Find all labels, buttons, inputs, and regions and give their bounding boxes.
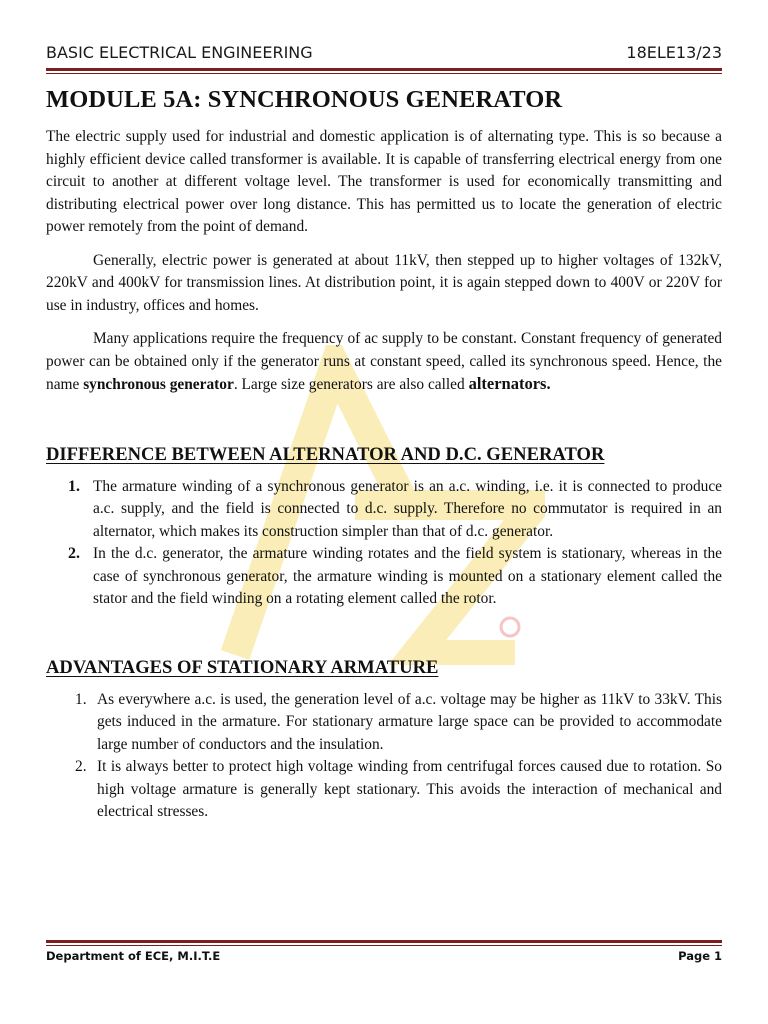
department-label: Department of ECE, M.I.T.E <box>46 949 221 963</box>
text-run: Many applications require the frequency of ac supply to be constant. Constant frequency of generated power can be obtained only if the generator runs at constant speed, called its synchronous speed. Hence, the name <box>46 330 722 393</box>
page-title: MODULE 5A: SYNCHRONOUS GENERATOR <box>46 86 563 113</box>
list-item <box>46 689 722 757</box>
course-title: BASIC ELECTRICAL ENGINEERING <box>46 43 313 62</box>
intro-paragraph-3 <box>46 328 722 397</box>
list-number: 1. <box>68 477 80 495</box>
header-divider-thin <box>46 73 722 74</box>
list-item <box>46 756 722 824</box>
page-header <box>46 43 722 67</box>
footer-divider-thin <box>46 945 722 946</box>
list-item-text: As everywhere a.c. is used, the generation level of a.c. voltage may be higher as 11kV to 33kV. This gets induced in the armature. For stationary armature large space can be provided to accommodate large number of conductors and the insulation. <box>97 690 722 753</box>
page-content <box>46 86 722 824</box>
text-run: . Large size generators are also called <box>233 376 469 393</box>
list-number: 2. <box>75 758 87 775</box>
list-item-text: It is always better to protect high voltage winding from centrifugal forces caused due to rotation. So high voltage armature is generally kept stationary. This avoids the interaction of mechanical and electrical stresses. <box>97 758 722 820</box>
term-synchronous-generator: synchronous generator <box>83 376 234 393</box>
page-number: Page 1 <box>678 949 722 963</box>
course-code: 18ELE13/23 <box>626 43 722 62</box>
page-footer <box>46 949 722 963</box>
list-number: 1. <box>75 690 87 708</box>
list-number: 2. <box>68 545 80 562</box>
intro-paragraph-1: The electric supply used for industrial and domestic application is of alternating type. This is so because a highly efficient device called transformer is available. It is capable of transferring electrical energy from one circuit to another at different voltage level. The transformer is used for economically transmitting and distributing electrical power over long distance. This has permitted us to locate the generation of electric power remotely from the point of demand. <box>46 128 722 235</box>
list-item <box>46 543 722 611</box>
list-item-text: In the d.c. generator, the armature winding rotates and the field system is stationary, whereas in the case of synchronous generator, the armature winding is mounted on a stationary element called the stator and the field winding on a rotating element called the rotor. <box>93 545 722 607</box>
header-divider <box>46 68 722 71</box>
term-alternators: alternators. <box>468 374 551 393</box>
advantages-list <box>46 689 722 824</box>
difference-list <box>46 476 722 611</box>
footer-divider <box>46 940 722 943</box>
section-heading-difference: DIFFERENCE BETWEEN ALTERNATOR AND D.C. GENERATOR <box>46 443 605 465</box>
section-heading-advantages: ADVANTAGES OF STATIONARY ARMATURE <box>46 656 439 678</box>
list-item <box>46 476 722 544</box>
intro-paragraph-2: Generally, electric power is generated at about 11kV, then stepped up to higher voltages of 132kV, 220kV and 400kV for transmission lines. At distribution point, it is again stepped down to 400V or 220V for use in industry, offices and homes. <box>46 251 722 314</box>
list-item-text: The armature winding of a synchronous generator is an a.c. winding, i.e. it is connected to produce a.c. supply, and the field is connected to d.c. supply. Therefore no commutator is required in an alternator, which makes its construction simpler than that of d.c. generator. <box>93 477 722 540</box>
